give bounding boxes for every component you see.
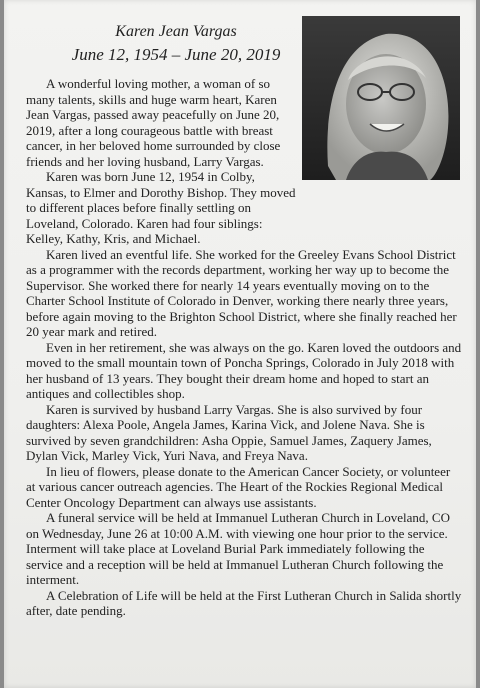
paragraph-career: Karen lived an eventful life. She worked for the Greeley Evans School District as a programmer with the records department, working her way up to become the Supervisor. She worked there for nearly 14 years eventually moving on to the Charter School Institute of Colorado in Denver, working there nearly three years, before again moving to the Brighton School District, where she finally reached her 20 year mark and retired. (26, 246, 457, 339)
paragraph-donations: In lieu of flowers, please donate to the American Cancer Society, or volunteer at various cancer outreach agencies. The Heart of the Rockies Regional Medical Center Oncology Department can always use assistants. (26, 463, 451, 510)
obituary-body (26, 76, 462, 619)
deceased-name: Karen Jean Vargas (115, 23, 237, 40)
obituary-header (26, 22, 326, 66)
paragraph-birth: Karen was born June 12, 1954 in Colby, Kansas, to Elmer and Dorothy Bishop. They moved to different places before finally settling on Loveland, Colorado. Karen had four siblings: Kelley, Kathy, Kris, and Michael. (26, 169, 296, 246)
paragraph-retirement: Even in her retirement, she was always on the go. Karen loved the outdoors and moved to the small mountain town of Poncha Springs, Colorado in July 2018 with her husband of 13 years. They bought their dream home and hoped to start an antiques and collectibles shop. (26, 339, 462, 401)
paragraph-celebration: A Celebration of Life will be held at the First Lutheran Church in Salida shortly after, date pending. (26, 587, 462, 618)
paragraph-intro: A wonderful loving mother, a woman of so many talents, skills and huge warm heart, Karen Jean Vargas, passed away peacefully on June 20, 2019, after a long courageous battle with breast cancer, in her beloved home surrounded by close friends and her loving husband, Larry Vargas. (26, 76, 281, 169)
paragraph-funeral: A funeral service will be held at Immanuel Lutheran Church in Loveland, CO on Wednesday, June 26 at 10:00 A.M. with viewing one hour prior to the service. Interment will take place at Loveland Burial Park immediately following the service and a reception will be held at Immanuel Lutheran Church following the interment. (26, 510, 450, 587)
paragraph-survivors: Karen is survived by husband Larry Vargas. She is also survived by four daughters: Alexa Poole, Angela James, Karina Vick, and Jolene Nava. She is survived by seven grandchildren: Asha Oppie, Samuel James, Zaquery James, Dylan Vick, Marley Vick, Yuri Nava, and Freya Nava. (26, 401, 432, 463)
obituary-card (4, 0, 476, 688)
life-dates: June 12, 1954 – June 20, 2019 (71, 45, 281, 64)
